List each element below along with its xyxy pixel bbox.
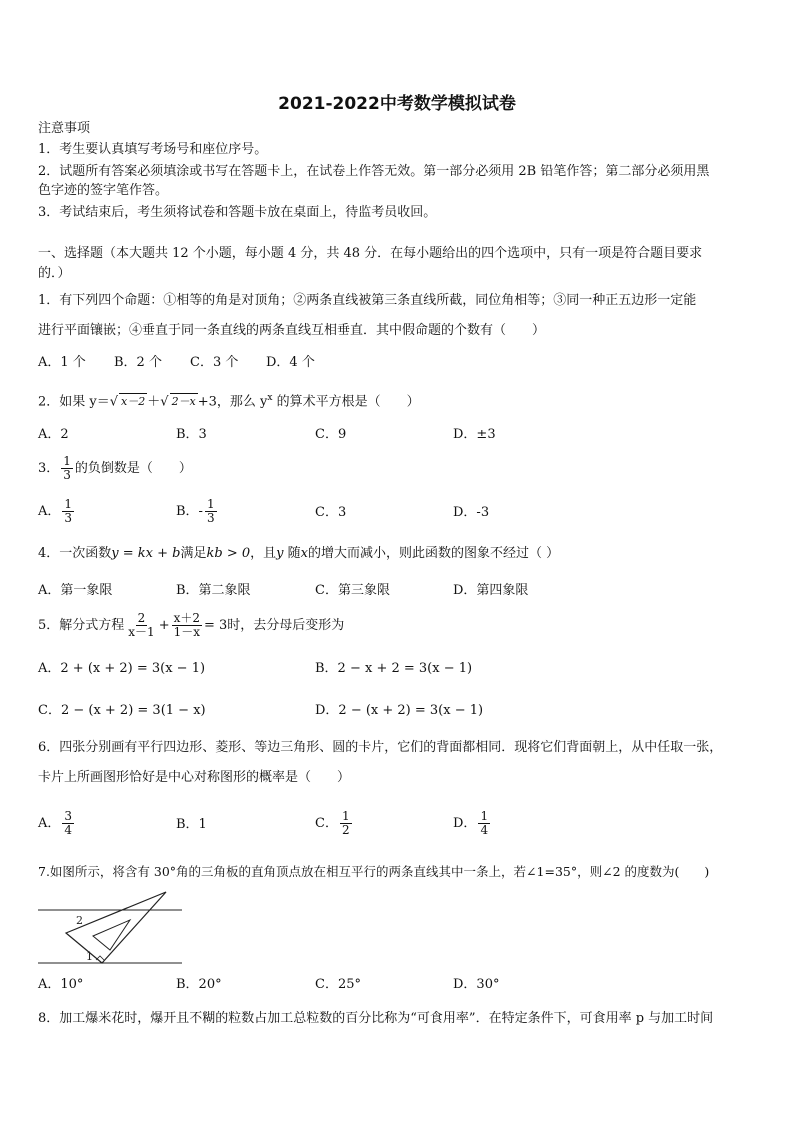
q3-option-b-fraction xyxy=(205,498,217,525)
q7-option-a: A．10° xyxy=(38,977,84,992)
q2-radicand-2: 2－x xyxy=(171,395,196,409)
q4-expression: y = kx + b xyxy=(111,546,181,561)
q6-option-d-num: 1 xyxy=(480,809,489,823)
notice-heading: 注意事项 xyxy=(38,121,91,136)
sqrt-icon: √ xyxy=(109,394,119,410)
q1-text-cont: 进行平面镶嵌；④垂直于同一条直线的两条直线互相垂直．其中假命题的个数有（ ） xyxy=(38,323,546,338)
q3-fraction xyxy=(61,455,73,482)
q4-mid3: 随 xyxy=(283,546,301,561)
q4-option-d: D．第四象限 xyxy=(453,583,529,598)
q8-text: 8．加工爆米花时，爆开且不糊的粒数占加工总粒数的百分比称为“可食用率”．在特定条件下，可食用率 p 与加工时间 xyxy=(38,1011,714,1026)
section-heading-cont: 的．） xyxy=(38,266,71,281)
q4-condition: kb > 0 xyxy=(206,546,251,561)
q7-text: 7.如图所示，将含有 30°角的三角板的直角顶点放在相互平行的两条直线其中一条上，若∠1=35°，则∠2 的度数为( ) xyxy=(38,864,710,879)
page-title: 2021-2022中考数学模拟试卷 xyxy=(278,94,516,114)
q1-option-b: B．2 个 xyxy=(114,355,162,370)
q4-option-a: A．第一象限 xyxy=(38,583,113,598)
q2-option-a: A．2 xyxy=(38,427,69,442)
q5-fraction-2 xyxy=(172,612,202,639)
q2-exponent: x xyxy=(267,393,273,403)
q2-prefix: 2．如果 y＝ xyxy=(38,394,110,410)
q5-equals: = 3 xyxy=(204,618,228,633)
q3-option-a-num: 1 xyxy=(64,497,73,511)
q3-text xyxy=(38,452,192,486)
sqrt-icon: √ xyxy=(160,394,169,410)
q6-option-c-fraction xyxy=(340,810,352,837)
q6-option-d-fraction xyxy=(478,810,490,837)
notice-item-2: 2．试题所有答案必须填涂或书写在答题卡上，在试卷上作答无效。第一部分必须用 2B 铅笔作答；第二部分必须用黑 xyxy=(38,164,710,179)
q4-mid: 满足 xyxy=(180,546,207,561)
notice-item-2-cont: 色字迹的签字笔作答。 xyxy=(38,183,169,198)
q6-option-c-label: C． xyxy=(315,816,338,831)
q1-text: 1．有下列四个命题：①相等的角是对顶角；②两条直线被第三条直线所截，同位角相等；③同一种正五边形一定能 xyxy=(38,293,697,308)
q3-frac-num: 1 xyxy=(63,454,71,468)
q7-option-b: B．20° xyxy=(176,977,222,992)
q6-option-d-label: D． xyxy=(453,816,477,831)
q5-option-b: B．2 − x + 2 = 3(x − 1) xyxy=(315,661,473,676)
q5-option-d: D．2 − (x + 2) = 3(x − 1) xyxy=(315,703,484,718)
q5-frac2-num: x＋2 xyxy=(173,611,200,625)
q5-suffix: 时，去分母后变形为 xyxy=(227,618,345,633)
notice-item-1: 1．考生要认真填写考场号和座位序号。 xyxy=(38,142,268,157)
q5-frac1-num: 2 xyxy=(137,611,146,625)
q6-option-c-den: 2 xyxy=(341,823,350,837)
q3-option-b-label: B．- xyxy=(176,504,203,519)
q7-angle-2-label: 2 xyxy=(76,914,83,927)
q7-figure xyxy=(38,888,183,970)
q7-angle-1-label: 1 xyxy=(86,950,93,963)
q6-option-b: B．1 xyxy=(176,817,207,832)
q2-option-c: C．9 xyxy=(315,427,347,442)
q6-option-c-num: 1 xyxy=(341,809,350,823)
q6-option-a-den: 4 xyxy=(64,823,73,837)
q5-fraction-1 xyxy=(126,612,156,639)
q2-option-d: D．±3 xyxy=(453,427,496,442)
q7-option-d: D．30° xyxy=(453,977,500,992)
q6-text: 6．四张分别画有平行四边形、菱形、等边三角形、圆的卡片，它们的背面都相同．现将它们背面朝上，从中任取一张， xyxy=(38,740,723,755)
q2-plus: ＋ xyxy=(147,394,161,410)
q6-option-c xyxy=(315,806,354,842)
q3-option-c: C．3 xyxy=(315,505,347,520)
q7-option-c: C．25° xyxy=(315,977,361,992)
q4-text xyxy=(38,546,559,562)
q1-option-c: C．3 个 xyxy=(190,355,239,370)
q2-text xyxy=(38,390,420,410)
q3-option-a-label: A． xyxy=(38,504,61,519)
q6-option-a-label: A． xyxy=(38,816,61,831)
q6-option-d xyxy=(453,806,492,842)
q2-radicand-1: x－2 xyxy=(121,395,146,409)
q3-option-b-num: 1 xyxy=(206,497,215,511)
q7-triangle-ruler xyxy=(66,892,166,963)
q3-option-a-fraction xyxy=(62,498,74,525)
q5-frac2-den: 1－x xyxy=(173,625,200,639)
q5-option-a: A．2 + (x + 2) = 3(x − 1) xyxy=(38,661,206,676)
q4-prefix: 4．一次函数 xyxy=(38,546,112,561)
q3-option-a xyxy=(38,495,76,529)
section-heading: 一、选择题（本大题共 12 个小题，每小题 4 分，共 48 分．在每小题给出的四个选项中，只有一项是符合题目要求 xyxy=(38,246,703,261)
q3-prefix: 3． xyxy=(38,461,60,476)
q5-plus: + xyxy=(158,618,170,633)
q2-tail: 的算术平方根是（ ） xyxy=(272,394,420,410)
q2-suffix: +3，那么 y xyxy=(197,394,268,410)
q3-option-d: D．-3 xyxy=(453,505,490,520)
q4-option-c: C．第三象限 xyxy=(315,583,390,598)
q3-suffix: 的负倒数是（ ） xyxy=(74,461,192,476)
q3-option-a-den: 3 xyxy=(64,511,73,525)
q6-option-d-den: 4 xyxy=(480,823,489,837)
q4-suffix: 的增大而减小，则此函数的图象不经过（ ） xyxy=(308,546,560,561)
q4-var-x: x xyxy=(300,546,308,561)
q7-triangle-inner xyxy=(93,920,130,950)
notice-item-3: 3．考试结束后，考生须将试卷和答题卡放在桌面上，待监考员收回。 xyxy=(38,205,437,220)
q5-prefix: 5．解分式方程 xyxy=(38,618,125,633)
q6-text-cont: 卡片上所画图形恰好是中心对称图形的概率是（ ） xyxy=(38,770,351,785)
q1-option-d: D．4 个 xyxy=(266,355,315,370)
q6-option-a-num: 3 xyxy=(64,809,73,823)
q6-option-a xyxy=(38,806,76,842)
q1-option-a: A．1 个 xyxy=(38,355,86,370)
q3-option-b-den: 3 xyxy=(206,511,215,525)
q5-text xyxy=(38,608,344,644)
q5-option-c: C．2 − (x + 2) = 3(1 − x) xyxy=(38,703,206,718)
q4-var-y: y xyxy=(276,546,284,561)
q2-option-b: B．3 xyxy=(176,427,207,442)
q4-mid2: ，且 xyxy=(250,546,277,561)
q4-option-b: B．第二象限 xyxy=(176,583,251,598)
q6-option-a-fraction xyxy=(62,810,74,837)
q3-option-b xyxy=(176,495,219,529)
q3-frac-den: 3 xyxy=(63,468,71,482)
q5-frac1-den: x－1 xyxy=(128,625,155,639)
